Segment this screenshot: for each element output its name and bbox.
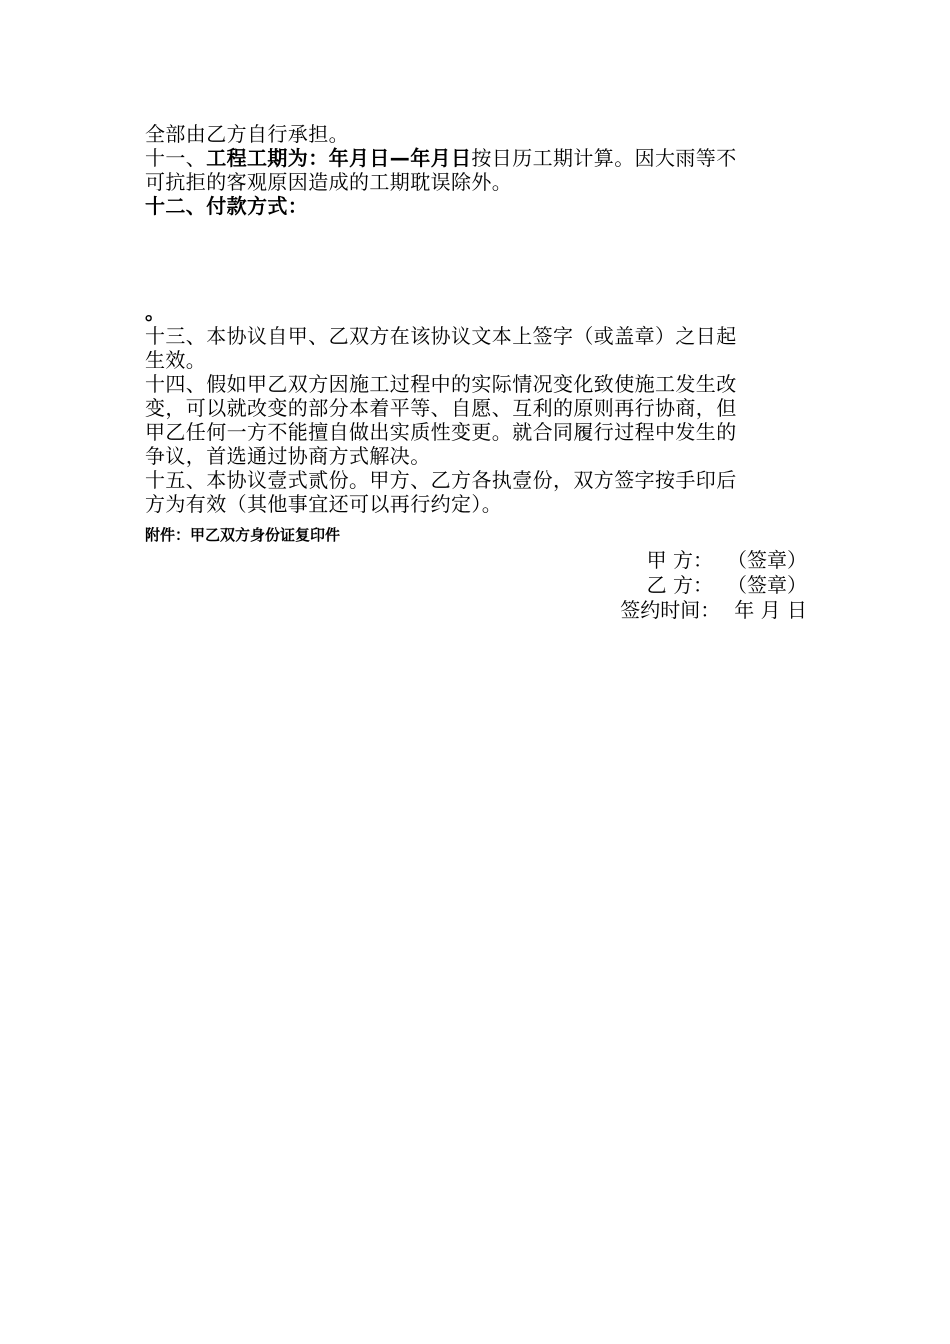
clause-12-heading: 十二、付款方式：: [145, 194, 309, 218]
signature-party-a: [647, 548, 807, 572]
party-b-label: 乙 方：: [646, 573, 713, 597]
clause-11-line-2: 可抗拒的客观原因造成的工期耽误除外。: [145, 170, 513, 194]
date-label: 签约时间：: [620, 598, 721, 622]
party-a-label: 甲 方：: [646, 548, 713, 572]
clause-11-rest: 按日历工期计算。因大雨等不: [471, 146, 737, 170]
clause-15-line-2: 方为有效（其他事宜还可以再行约定）。: [145, 492, 503, 516]
signature-date: [620, 598, 807, 622]
period-mark: 。: [145, 300, 166, 324]
clause-14-line-2: 变，可以就改变的部分本着平等、自愿、互利的原则再行协商，但: [145, 396, 737, 420]
clause-11-prefix: 十一、: [145, 146, 207, 170]
clause-15-line-1: 十五、本协议壹式贰份。甲方、乙方各执壹份，双方签字按手印后: [145, 468, 737, 492]
party-b-seal: （签章）: [727, 573, 807, 597]
attachment-note: 附件：甲乙双方身份证复印件: [145, 526, 341, 544]
signature-party-b: [647, 573, 807, 597]
party-a-seal: （签章）: [727, 548, 807, 572]
clause-11-line-1: [145, 146, 807, 170]
clause-13-line-1: 十三、本协议自甲、乙双方在该协议文本上签字（或盖章）之日起: [145, 324, 737, 348]
clause-13-line-2: 生效。: [145, 348, 207, 372]
paragraph-continuation: 全部由乙方自行承担。: [145, 122, 349, 146]
clause-14-line-3: 甲乙任何一方不能擅自做出实质性变更。就合同履行过程中发生的: [145, 420, 737, 444]
clause-14-line-4: 争议，首选通过协商方式解决。: [145, 444, 431, 468]
clause-11-duration: 工程工期为：年月日—年月日: [206, 146, 472, 170]
clause-14-line-1: 十四、假如甲乙双方因施工过程中的实际情况变化致使施工发生改: [145, 372, 737, 396]
contract-body-upper: [145, 122, 807, 218]
contract-body-lower: [145, 300, 807, 516]
date-value: 年 月 日: [734, 598, 807, 622]
